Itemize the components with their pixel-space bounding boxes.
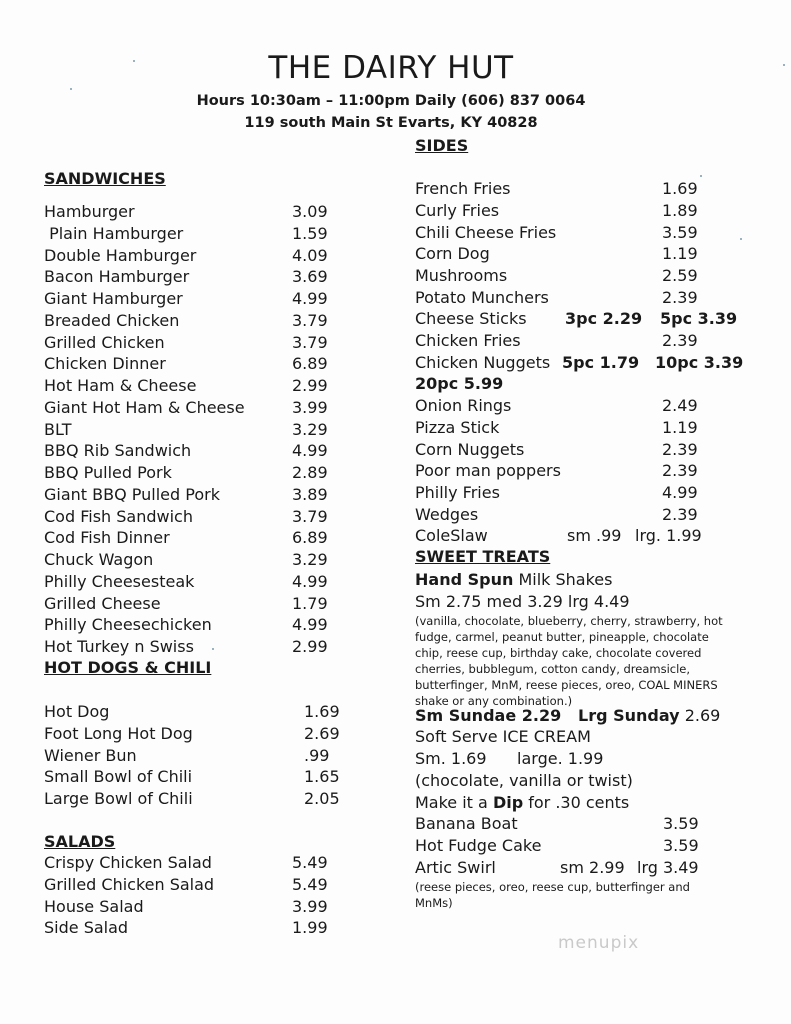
item-price: 2.89 bbox=[292, 463, 328, 482]
watermark: menupix bbox=[558, 933, 640, 953]
item-name: Cod Fish Dinner bbox=[44, 528, 170, 548]
scan-speck bbox=[133, 60, 135, 62]
item-price: 1.59 bbox=[292, 223, 328, 243]
item-name: Chicken Nuggets bbox=[415, 353, 551, 372]
item-price: 2.59 bbox=[662, 266, 698, 285]
item-name: Giant Hamburger bbox=[44, 289, 183, 308]
item-name: Large Bowl of Chili bbox=[44, 789, 193, 808]
dip-label: Dip bbox=[492, 793, 524, 812]
hotdogs-heading: HOT DOGS & CHILI bbox=[44, 658, 212, 677]
item-name: BBQ Pulled Pork bbox=[44, 463, 172, 482]
item-price: 3.89 bbox=[292, 484, 328, 504]
item-name: BBQ Rib Sandwich bbox=[44, 441, 192, 461]
item-name: Chuck Wagon bbox=[44, 550, 154, 569]
item-price: 4.09 bbox=[292, 245, 328, 265]
item-name: Poor man poppers bbox=[415, 461, 561, 481]
item-name: Small Bowl of Chili bbox=[44, 767, 193, 787]
item-name: ColeSlaw bbox=[415, 526, 488, 545]
item-price: 1.99 bbox=[292, 918, 328, 938]
item-price: 3.09 bbox=[292, 202, 328, 221]
item-price: 3.29 bbox=[292, 550, 328, 569]
item-price: 2.39 bbox=[662, 331, 698, 350]
item-name: Artic Swirl bbox=[415, 858, 496, 877]
sandwiches-heading: SANDWICHES bbox=[44, 169, 166, 188]
item-name: Plain Hamburger bbox=[44, 223, 184, 243]
item-price: 3.79 bbox=[292, 310, 328, 330]
item-name: Grilled Cheese bbox=[44, 593, 161, 613]
item-name: Hamburger bbox=[44, 202, 135, 221]
item-name: Giant BBQ Pulled Pork bbox=[44, 484, 220, 504]
item-name: Philly Cheesechicken bbox=[44, 615, 212, 635]
item-price: 3.99 bbox=[292, 397, 328, 417]
item-name: Wedges bbox=[415, 504, 479, 524]
item-price-small: 5pc 1.79 bbox=[562, 353, 640, 372]
item-name: Banana Boat bbox=[415, 814, 518, 833]
item-name: Mushrooms bbox=[415, 266, 508, 285]
milkshakes-prices: Sm 2.75 med 3.29 lrg 4.49 bbox=[415, 592, 630, 611]
soft-serve-prices: Sm. 1.69 large. 1.99 bbox=[415, 749, 604, 768]
scan-speck bbox=[783, 64, 785, 66]
item-name: Hot Turkey n Swiss bbox=[44, 637, 194, 656]
dip-pre: Make it a bbox=[415, 793, 493, 812]
item-name: Chicken Dinner bbox=[44, 354, 166, 374]
milkshakes-label: Milk Shakes bbox=[513, 570, 613, 589]
item-price: .99 bbox=[304, 745, 330, 765]
sundae-large bbox=[578, 706, 720, 726]
item-price-large: lrg. 1.99 bbox=[635, 526, 702, 545]
item-price: 2.39 bbox=[662, 461, 698, 481]
item-price: 1.65 bbox=[304, 767, 340, 787]
item-name: Bacon Hamburger bbox=[44, 267, 190, 287]
item-name: Hot Ham & Cheese bbox=[44, 376, 197, 395]
item-price: 3.29 bbox=[292, 419, 328, 439]
item-price: 6.89 bbox=[292, 354, 328, 374]
item-name: Corn Dog bbox=[415, 244, 490, 264]
item-price: 1.89 bbox=[662, 200, 698, 220]
item-price: 3.59 bbox=[663, 835, 699, 855]
item-price: 5.49 bbox=[292, 853, 328, 872]
item-price-small: 3pc 2.29 bbox=[565, 309, 643, 328]
item-name: Hot Dog bbox=[44, 702, 110, 721]
soft-serve-title: Soft Serve ICE CREAM bbox=[415, 727, 591, 746]
item-name: Side Salad bbox=[44, 918, 129, 938]
item-price: 3.59 bbox=[663, 814, 699, 833]
item-name: Grilled Chicken Salad bbox=[44, 874, 215, 894]
milkshakes-title bbox=[415, 570, 612, 590]
item-price: 1.19 bbox=[662, 244, 698, 264]
item-price-large: 10pc 3.39 bbox=[655, 353, 744, 372]
item-price: 1.69 bbox=[662, 179, 698, 198]
item-price: 3.79 bbox=[292, 506, 328, 526]
item-price: 3.79 bbox=[292, 332, 328, 352]
sweet-treats-heading: SWEET TREATS bbox=[415, 547, 551, 566]
sundae-large-price: 2.69 bbox=[679, 706, 721, 725]
item-price-small: sm .99 bbox=[567, 526, 622, 545]
artic-swirl-flavors: (reese pieces, oreo, reese cup, butterfinger and MnMs) bbox=[415, 880, 690, 910]
item-price: 4.99 bbox=[292, 615, 328, 635]
item-name: House Salad bbox=[44, 896, 144, 916]
item-price: 3.69 bbox=[292, 267, 328, 287]
item-price: 2.39 bbox=[662, 287, 698, 307]
address: 119 south Main St Evarts, KY 40828 bbox=[244, 115, 538, 131]
item-price-large: 5pc 3.39 bbox=[660, 309, 738, 328]
page-title: THE DAIRY HUT bbox=[268, 50, 514, 86]
item-name: Crispy Chicken Salad bbox=[44, 853, 212, 872]
item-name: Chili Cheese Fries bbox=[415, 222, 557, 242]
item-price: 2.99 bbox=[292, 376, 328, 395]
item-price-small: sm 2.99 bbox=[560, 858, 625, 877]
item-price: 4.99 bbox=[292, 571, 328, 591]
item-price-large: lrg 3.49 bbox=[637, 858, 699, 877]
item-name: Corn Nuggets bbox=[415, 439, 525, 459]
item-price: 2.39 bbox=[662, 504, 698, 524]
item-name: Potato Munchers bbox=[415, 287, 549, 307]
item-name: BLT bbox=[44, 419, 72, 439]
item-price: 3.99 bbox=[292, 896, 328, 916]
item-price: 1.79 bbox=[292, 593, 328, 613]
item-name: Grilled Chicken bbox=[44, 332, 165, 352]
handspun-label: Hand Spun bbox=[415, 570, 514, 589]
scan-speck bbox=[740, 238, 742, 240]
item-name: Chicken Fries bbox=[415, 331, 521, 350]
item-price: 5.49 bbox=[292, 874, 328, 894]
item-name: Philly Fries bbox=[415, 483, 500, 502]
item-name: Giant Hot Ham & Cheese bbox=[44, 397, 245, 417]
scan-speck bbox=[212, 648, 214, 650]
salads-heading: SALADS bbox=[44, 832, 116, 851]
dip-line bbox=[415, 793, 629, 813]
chicken-nuggets-20pc: 20pc 5.99 bbox=[415, 374, 504, 393]
item-price: 4.99 bbox=[292, 289, 328, 308]
item-price: 2.69 bbox=[304, 723, 340, 743]
item-name: Pizza Stick bbox=[415, 417, 500, 437]
item-price: 2.05 bbox=[304, 789, 340, 808]
item-price: 1.69 bbox=[304, 702, 340, 721]
item-name: Foot Long Hot Dog bbox=[44, 723, 193, 743]
item-price: 6.89 bbox=[292, 528, 328, 548]
item-name: Hot Fudge Cake bbox=[415, 835, 542, 855]
item-name: Double Hamburger bbox=[44, 245, 197, 265]
item-name: Onion Rings bbox=[415, 396, 512, 415]
item-price: 4.99 bbox=[662, 483, 698, 502]
item-price: 2.49 bbox=[662, 396, 698, 415]
item-price: 2.39 bbox=[662, 439, 698, 459]
item-price: 3.59 bbox=[662, 222, 698, 242]
scan-speck bbox=[700, 175, 702, 177]
milkshakes-flavors: (vanilla, chocolate, blueberry, cherry, strawberry, hot fudge, carmel, peanut butter, pineapple, chocolate chip, reese cup, birthday cake, chocolate covered cherries, bubblegum, cotton candy, dreamsicle, butterfinger, MnM, reese pieces, oreo, COAL MINERS shake or any combination.) bbox=[415, 614, 723, 708]
scan-speck bbox=[70, 88, 72, 90]
item-name: Cheese Sticks bbox=[415, 309, 527, 328]
item-name: Breaded Chicken bbox=[44, 310, 180, 330]
item-name: French Fries bbox=[415, 179, 511, 198]
dip-post: for .30 cents bbox=[523, 793, 630, 812]
item-name: Curly Fries bbox=[415, 200, 500, 220]
item-price: 2.99 bbox=[292, 637, 328, 656]
sides-heading: SIDES bbox=[415, 136, 469, 155]
item-price: 4.99 bbox=[292, 441, 328, 461]
soft-serve-flavors: (chocolate, vanilla or twist) bbox=[415, 771, 633, 790]
item-name: Philly Cheesesteak bbox=[44, 571, 195, 591]
item-name: Wiener Bun bbox=[44, 745, 137, 765]
item-price: 1.19 bbox=[662, 417, 698, 437]
item-name: Cod Fish Sandwich bbox=[44, 506, 193, 526]
sundae-small: Sm Sundae 2.29 bbox=[415, 706, 562, 725]
hours-phone: Hours 10:30am – 11:00pm Daily (606) 837 0064 bbox=[196, 93, 586, 109]
sundae-large-label: Lrg Sunday bbox=[578, 706, 680, 725]
